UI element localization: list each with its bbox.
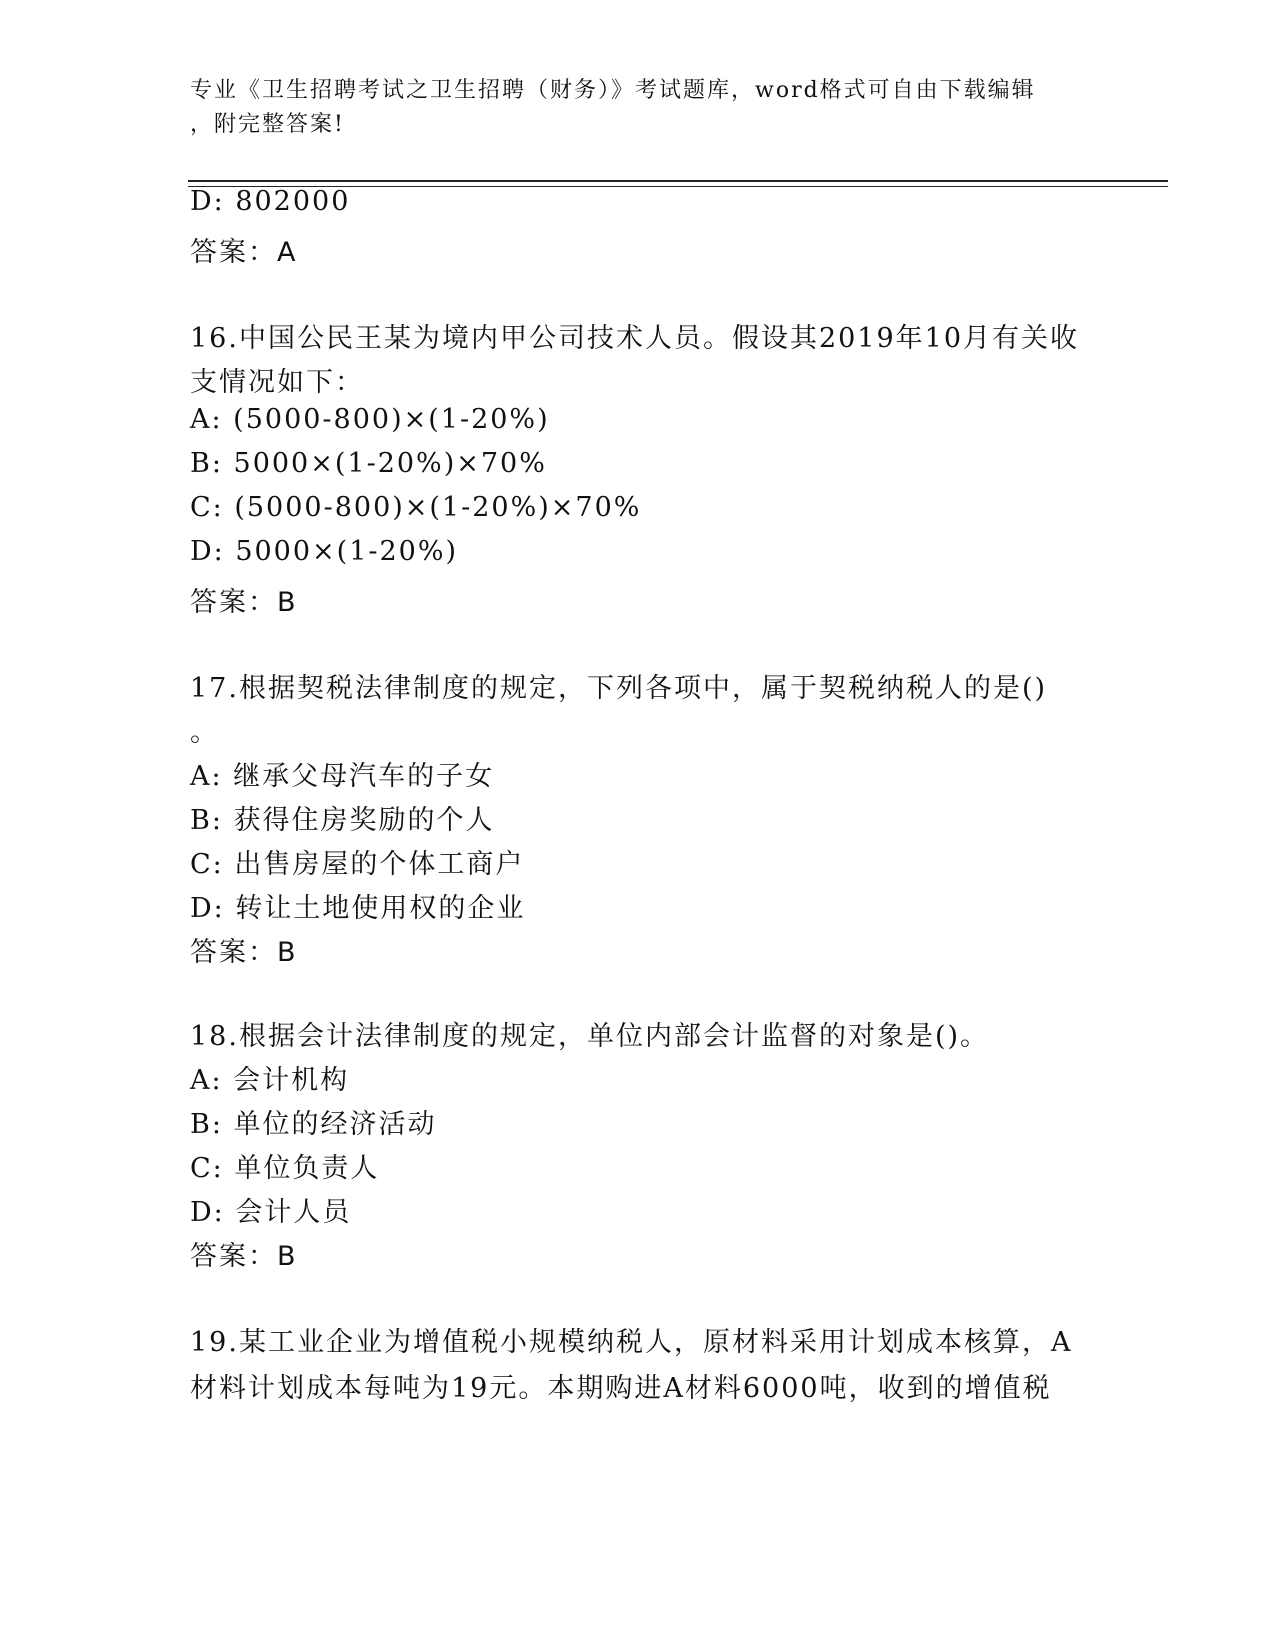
q15-option-d: D: 802000: [190, 186, 351, 217]
q16-option-a: A: (5000-800)×(1-20%): [190, 404, 550, 435]
q16-stem-line-2: 支情况如下：: [190, 367, 364, 398]
q16-answer: 答案：B: [190, 587, 298, 618]
q19-stem-line-1: 19.某工业企业为增值税小规模纳税人，原材料采用计划成本核算，A: [190, 1327, 1073, 1358]
q18-option-b: B: 单位的经济活动: [190, 1109, 437, 1140]
q17-option-c: C: 出售房屋的个体工商户: [190, 849, 525, 880]
page-header: [190, 74, 1080, 142]
header-line-1: 专业《卫生招聘考试之卫生招聘（财务）》考试题库，word格式可自由下载编辑: [190, 78, 1036, 103]
q17-option-a: A: 继承父母汽车的子女: [190, 761, 495, 792]
q19-stem-line-2: 材料计划成本每吨为19元。本期购进A材料6000吨，收到的增值税: [190, 1373, 1052, 1404]
q17-option-d: D: 转让土地使用权的企业: [190, 893, 526, 924]
q17-stem-line-2: 。: [190, 717, 219, 748]
q17-stem-line-1: 17.根据契税法律制度的规定，下列各项中，属于契税纳税人的是(): [190, 673, 1048, 704]
q18-answer: 答案：B: [190, 1241, 298, 1272]
q18-option-c: C: 单位负责人: [190, 1153, 380, 1184]
q16-option-b: B: 5000×(1-20%)×70%: [190, 448, 547, 479]
q15-answer: 答案：A: [190, 237, 298, 268]
q16-option-d: D: 5000×(1-20%): [190, 536, 459, 567]
q16-option-c: C: (5000-800)×(1-20%)×70%: [190, 492, 642, 523]
header-line-2: ，附完整答案!: [190, 112, 345, 137]
q18-option-a: A: 会计机构: [190, 1065, 350, 1096]
q18-stem-line-1: 18.根据会计法律制度的规定，单位内部会计监督的对象是()。: [190, 1021, 990, 1052]
q18-option-d: D: 会计人员: [190, 1197, 352, 1228]
header-rule-thick: [188, 180, 1168, 182]
q16-stem-line-1: 16.中国公民王某为境内甲公司技术人员。假设其2019年10月有关收: [190, 323, 1080, 354]
q17-option-b: B: 获得住房奖励的个人: [190, 805, 495, 836]
q17-answer: 答案：B: [190, 937, 298, 968]
